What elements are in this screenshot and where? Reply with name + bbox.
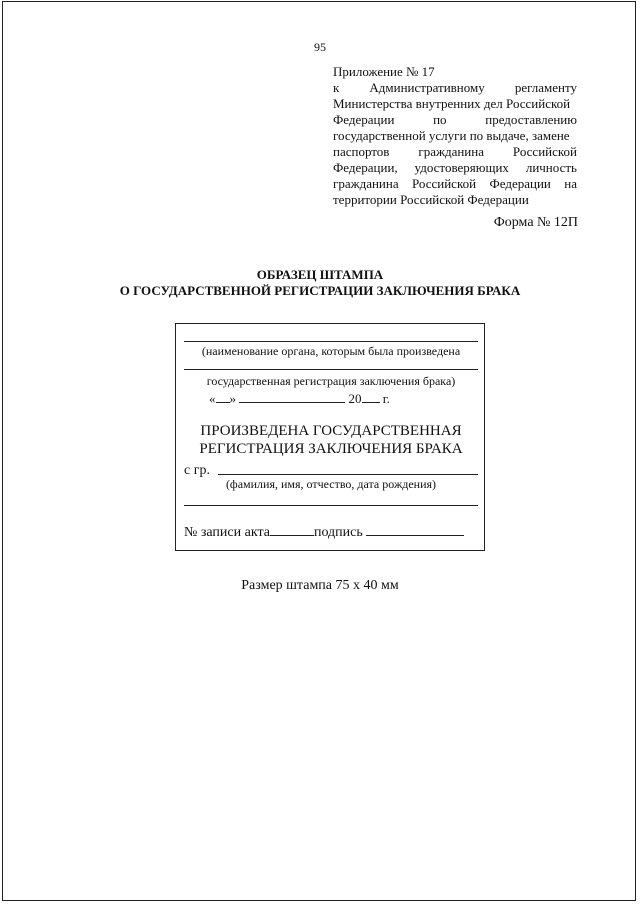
appendix-word: Федерации [489,176,551,191]
month-blank [239,391,345,403]
appendix-word: гражданина [418,144,484,159]
appendix-word: паспортов [333,144,390,159]
date-century: 20 [348,391,362,406]
appendix-line: территории Российской Федерации [333,192,529,207]
appendix-line-justified [333,112,577,128]
citizen-name-line [218,474,478,475]
stamp-sample [175,323,485,551]
appendix-word: Российской [512,144,577,159]
appendix-word: к [333,80,340,95]
person-caption: (фамилия, имя, отчество, дата рождения) [225,477,437,491]
appendix-word: Федерации, [333,160,398,175]
organ-name-line-2 [184,369,478,370]
appendix-reference [333,64,577,208]
appendix-word: предоставлению [485,112,577,127]
appendix-word: регламенту [514,80,577,95]
stamp-main-line: ПРОИЗВЕДЕНА ГОСУДАРСТВЕННАЯ [200,423,462,439]
record-number-blank [270,522,314,536]
date-year-suffix: г. [382,391,390,406]
appendix-line: Министерства внутренних дел Российской [333,96,571,111]
appendix-word: Российской [412,176,477,191]
record-number-label: № записи акта [184,525,270,540]
appendix-line: государственной услуги по выдаче, замене [333,128,570,143]
date-close-quote: » [229,391,236,406]
heading-line: ОБРАЗЕЦ ШТАМПА [256,267,384,282]
appendix-word: по [433,112,447,127]
date-open-quote: « [209,391,216,406]
organ-caption-continued: государственная регистрация заключения брака) [206,374,456,388]
form-number: Форма № 12П [493,215,578,230]
date-line [209,391,390,407]
appendix-word: Федерации [333,112,395,127]
person-extra-line [184,505,478,506]
appendix-line-justified [333,144,577,160]
appendix-word: на [564,176,577,191]
day-blank [216,391,230,403]
appendix-line-justified [333,80,577,96]
appendix-word: удостоверяющих [414,160,509,175]
appendix-word: Административному [369,80,485,95]
appendix-word: личность [525,160,577,175]
document-heading [0,267,640,299]
signature-blank [366,522,464,536]
appendix-line-justified [333,176,577,192]
stamp-main-line: РЕГИСТРАЦИЯ ЗАКЛЮЧЕНИЯ БРАКА [199,441,463,457]
record-line [184,522,464,541]
page-number: 95 [314,40,326,54]
appendix-line-justified [333,160,577,176]
year-blank [362,391,380,403]
signature-label: подпись [313,525,363,540]
organ-name-line [184,341,478,342]
heading-line: О ГОСУДАРСТВЕННОЙ РЕГИСТРАЦИИ ЗАКЛЮЧЕНИЯ БРАКА [119,283,521,298]
appendix-word: гражданина [333,176,399,191]
with-citizen-label: с гр. [184,463,210,478]
stamp-size-caption: Размер штампа 75 х 40 мм [241,578,399,593]
appendix-line: Приложение № 17 [333,64,435,79]
organ-caption: (наименование органа, которым была произведена [201,344,461,358]
